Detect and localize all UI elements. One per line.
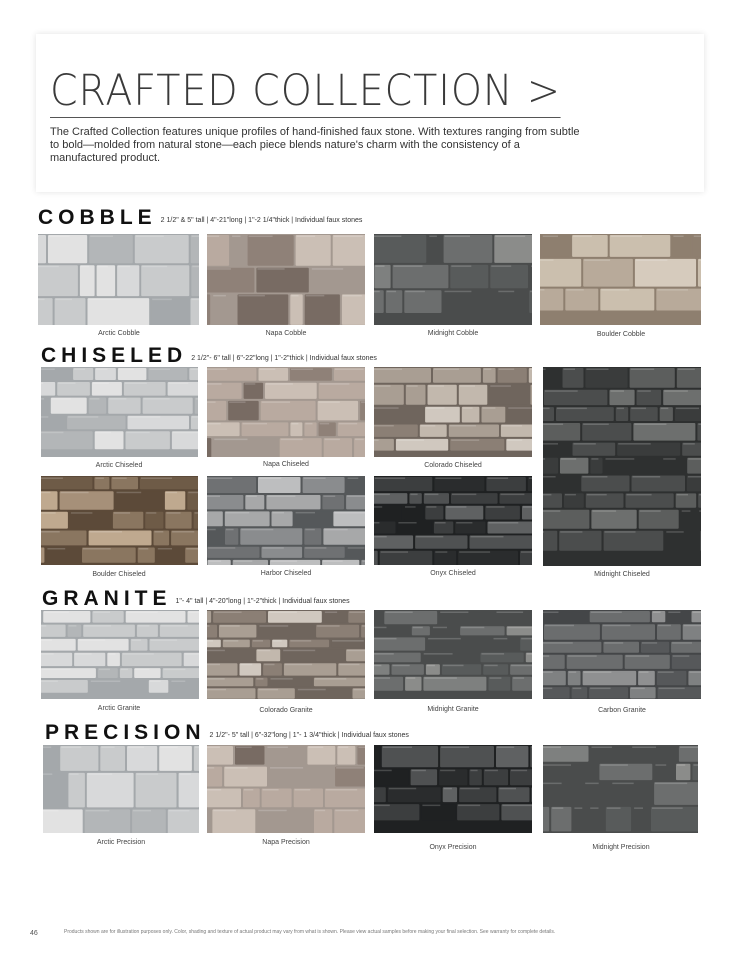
section-name: COBBLE [38,206,157,229]
section-name: CHISELED [41,344,188,367]
swatch-midnight-chiseled[interactable] [543,367,701,566]
swatch-onyx-precision[interactable] [374,745,532,833]
stone-texture [374,234,532,325]
swatch-arctic-precision[interactable] [43,745,199,833]
product-caption: Onyx Precision [429,844,477,851]
product-caption: Napa Precision [262,839,310,846]
swatch-harbor-chiseled[interactable] [207,476,365,565]
product-caption: Colorado Chiseled [424,462,482,469]
stone-texture [374,610,532,699]
collection-title: CRAFTED COLLECTION > [50,66,561,116]
product-caption: Carbon Granite [598,707,646,714]
collection-description: The Crafted Collection features unique profiles of hand-finished faux stone. With textures ranging from subtle to bold—molded from natural stone—each piece blends nature's charm with the consistency of a manufactured product. [50,126,580,164]
precision-heading [45,721,409,745]
product-caption: Arctic Granite [97,705,141,712]
product-caption: Midnight Precision [592,844,650,851]
product-caption: Harbor Chiseled [260,570,312,577]
section-spec: 2 1/2" & 5" tall | 4"-21"long | 1"-2 1/4"thick | Individual faux stones [160,217,363,224]
swatch-arctic-cobble[interactable] [38,234,199,325]
product-caption: Napa Chiseled [263,461,309,468]
swatch-boulder-chiseled[interactable] [41,476,198,565]
page-number: 46 [30,930,38,937]
swatch-carbon-granite[interactable] [543,610,701,699]
product-caption: Midnight Granite [427,706,479,713]
granite-heading [42,587,350,611]
stone-texture [543,745,698,833]
section-name: PRECISION [45,721,206,744]
stone-texture [41,367,198,457]
stone-texture [41,476,198,565]
swatch-arctic-granite[interactable] [41,610,199,699]
swatch-colorado-chiseled[interactable] [374,367,532,457]
footnote: Products shown are for illustration purposes only. Color, shading and texture of actual product may vary from what is shown. Please view actual samples before making your final selection. See warranty for complete details. [64,929,556,935]
section-name: GRANITE [42,587,172,610]
stone-texture [38,234,199,325]
swatch-midnight-cobble[interactable] [374,234,532,325]
swatch-arctic-chiseled[interactable] [41,367,198,457]
product-caption: Napa Cobble [265,330,307,337]
swatch-boulder-cobble[interactable] [540,234,701,325]
section-spec: 1"- 4" tall | 4"-20"long | 1"-2"thick | Individual faux stones [175,598,350,605]
product-caption: Midnight Cobble [427,330,479,337]
swatch-onyx-chiseled[interactable] [374,476,532,565]
product-caption: Boulder Chiseled [92,571,146,578]
stone-texture [41,610,199,699]
swatch-midnight-granite[interactable] [374,610,532,699]
stone-texture [207,367,365,457]
cobble-heading [38,206,362,230]
stone-texture [207,476,365,565]
stone-texture [374,367,532,457]
stone-texture [543,367,701,566]
stone-texture [540,234,701,325]
product-caption: Arctic Chiseled [95,462,143,469]
stone-texture [374,745,532,833]
product-caption: Arctic Cobble [98,330,140,337]
section-spec: 2 1/2"- 5" tall | 6"-32"long | 1"- 1 3/4"thick | Individual faux stones [209,732,409,739]
product-caption: Midnight Chiseled [594,571,650,578]
product-caption: Arctic Precision [96,839,146,846]
stone-texture [207,745,365,833]
product-caption: Boulder Cobble [596,331,646,338]
swatch-napa-chiseled[interactable] [207,367,365,457]
swatch-colorado-granite[interactable] [207,610,365,699]
swatch-napa-precision[interactable] [207,745,365,833]
swatch-napa-cobble[interactable] [207,234,365,325]
stone-texture [374,476,532,565]
stone-texture [543,610,701,699]
stone-texture [43,745,199,833]
stone-texture [207,234,365,325]
product-caption: Onyx Chiseled [430,570,476,577]
swatch-midnight-precision[interactable] [543,745,698,833]
intro-box [36,34,704,192]
product-caption: Colorado Granite [259,707,313,714]
stone-texture [207,610,365,699]
section-spec: 2 1/2"- 6" tall | 6"-22"long | 1"-2"thick | Individual faux stones [191,355,377,362]
chiseled-heading [41,344,377,368]
